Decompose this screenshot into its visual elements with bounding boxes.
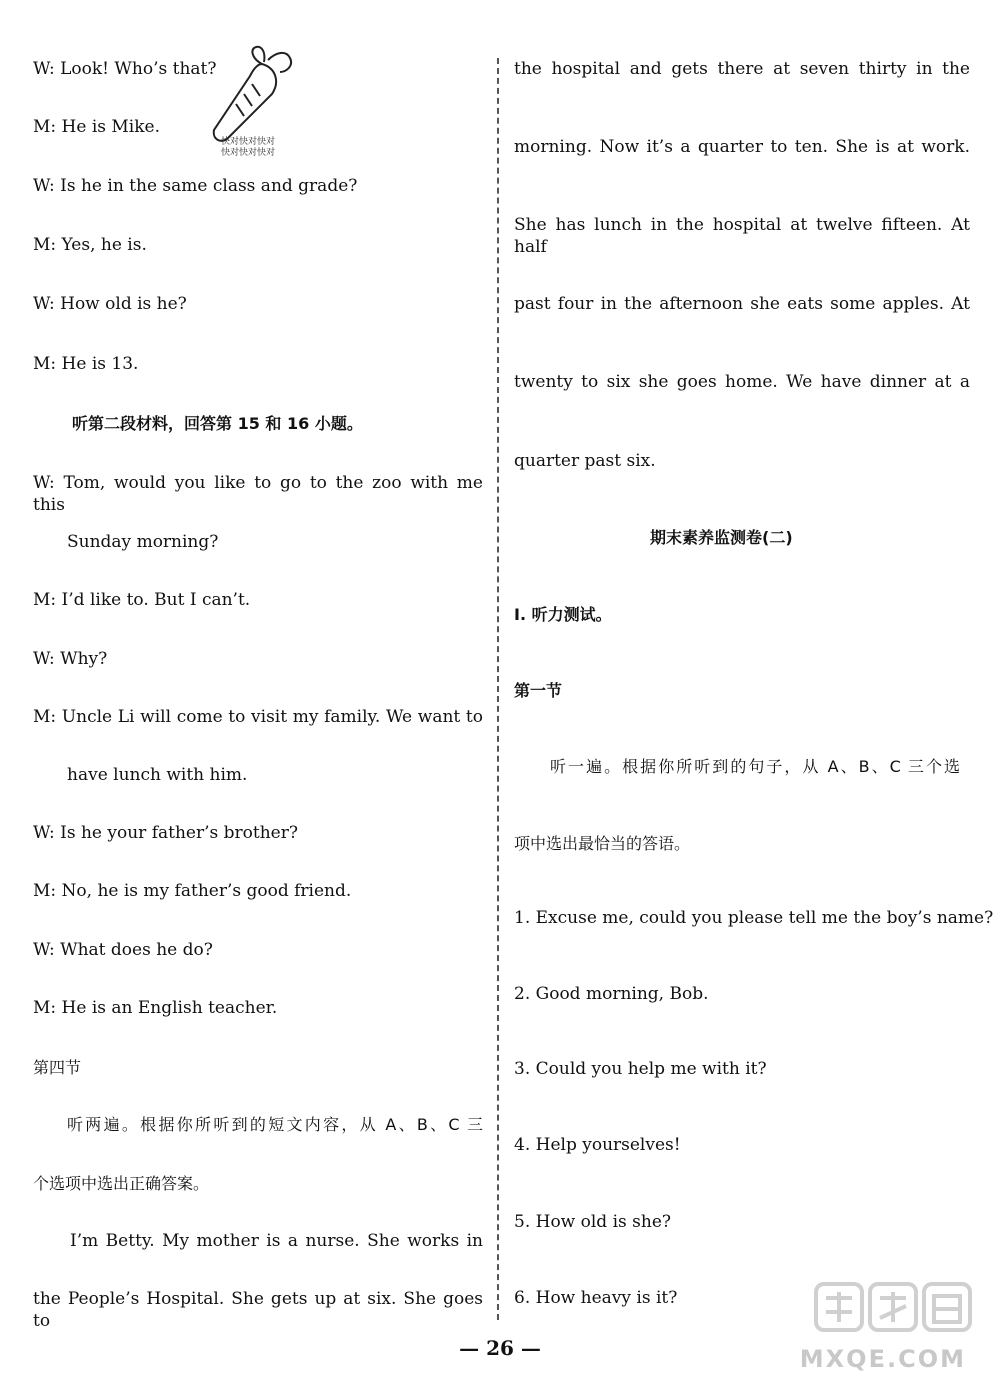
dialogue-line: M: Yes, he is. <box>33 235 147 255</box>
watermark-text: MXQE.COM <box>799 1345 966 1373</box>
passage-line: twenty to six she goes home. We have dinner at a <box>514 372 970 392</box>
dialogue-line: W: Is he your father’s brother? <box>33 823 298 843</box>
section-instruction: 听一遍。根据你所听到的句子，从 A、B、C 三个选 <box>550 757 960 776</box>
question-item: 6. How heavy is it? <box>514 1288 678 1308</box>
passage-line: the hospital and gets there at seven thirty in the <box>514 59 970 79</box>
stamp-caption: 快对快对快对 快对快对快对 <box>220 137 275 158</box>
dialogue-line: W: What does he do? <box>33 940 213 960</box>
question-item: 5. How old is she? <box>514 1212 672 1232</box>
dialogue-line: W: How old is he? <box>33 294 187 314</box>
question-item: 3. Could you help me with it? <box>514 1059 767 1079</box>
passage-line: morning. Now it’s a quarter to ten. She is at work. <box>514 137 970 157</box>
section-heading: 第一节 <box>514 681 563 700</box>
dialogue-line: M: He is Mike. <box>33 117 161 137</box>
dialogue-line: M: No, he is my father’s good friend. <box>33 881 352 901</box>
passage-line: I’m Betty. My mother is a nurse. She works in <box>70 1231 483 1251</box>
dialogue-line: Sunday morning? <box>67 532 219 552</box>
dialogue-line: W: Is he in the same class and grade? <box>33 176 358 196</box>
page-number: — 26 — <box>459 1336 541 1360</box>
dialogue-line: M: Uncle Li will come to visit my family. We want to <box>33 707 483 727</box>
section-instruction: 听第二段材料，回答第 15 和 16 小题。 <box>72 414 363 433</box>
dialogue-line: M: He is 13. <box>33 354 139 374</box>
passage-line: quarter past six. <box>514 451 656 471</box>
dialogue-line: M: He is an English teacher. <box>33 998 278 1018</box>
section-instruction: 个选项中选出正确答案。 <box>33 1174 210 1193</box>
dialogue-line: W: Why? <box>33 649 108 669</box>
question-item: 2. Good morning, Bob. <box>514 984 709 1004</box>
section-heading: 第四节 <box>33 1058 82 1077</box>
column-divider <box>497 58 499 1320</box>
dialogue-line: M: I’d like to. But I can’t. <box>33 590 251 610</box>
passage-line: past four in the afternoon she eats some apples. At <box>514 294 970 314</box>
passage-line: She has lunch in the hospital at twelve fifteen. At half <box>514 215 970 257</box>
question-item: 4. Help yourselves! <box>514 1135 681 1155</box>
question-item: 1. Excuse me, could you please tell me the boy’s name? <box>514 908 994 928</box>
section-instruction: 听两遍。根据你所听到的短文内容，从 A、B、C 三 <box>67 1115 483 1134</box>
paper-title: 期末素养监测卷(二) <box>650 528 793 547</box>
part-heading: Ⅰ. 听力测试。 <box>514 605 612 624</box>
passage-line: the People’s Hospital. She gets up at six. She goes to <box>33 1289 483 1331</box>
dialogue-line: have lunch with him. <box>67 765 248 785</box>
dialogue-line: W: Tom, would you like to go to the zoo with me this <box>33 473 483 515</box>
dialogue-line: W: Look! Who’s that? <box>33 59 217 79</box>
section-instruction: 项中选出最恰当的答语。 <box>514 834 691 853</box>
